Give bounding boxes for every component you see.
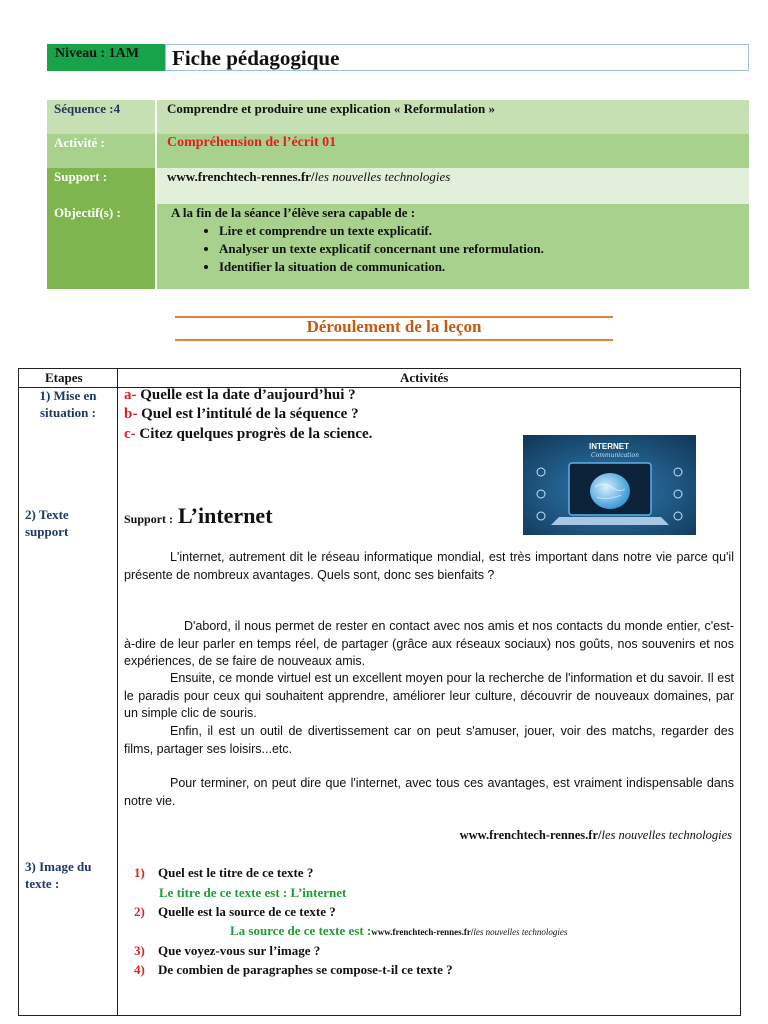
activite-value: Compréhension de l’écrit 01 <box>157 134 749 168</box>
question-text: Quel est l’intitulé de la séquence ? <box>141 406 359 422</box>
objectifs-value <box>157 204 749 289</box>
sequence-value: Comprendre et produire une explication « Reformulation » <box>157 100 749 134</box>
support-site: www.frenchtech-rennes.fr/ <box>167 169 315 184</box>
sequence-label: Séquence :4 <box>47 100 155 134</box>
image-subtitle-text: Communication <box>591 452 639 459</box>
question-text: Quel est le titre de ce texte ? <box>158 865 314 880</box>
column-divider <box>117 369 118 1015</box>
question-c <box>124 426 372 443</box>
section-title: Déroulement de la leçon <box>306 317 482 336</box>
question-text: De combien de paragraphes se compose-t-il ce texte ? <box>158 962 453 977</box>
question-number: 3) <box>134 943 145 958</box>
col-etapes-header: Etapes <box>45 370 83 385</box>
question-text: Citez quelques progrès de la science. <box>139 426 373 442</box>
internet-illustration <box>523 435 696 535</box>
source-title: les nouvelles technologies <box>601 828 732 842</box>
paragraph-intro: L'internet, autrement dit le réseau informatique mondial, est très important dans notre vie parce qu'il présente de nombreux avantages. Quels sont, donc ses bienfaits ? <box>124 550 734 582</box>
question-number: 2) <box>134 904 145 919</box>
paragraph-dabord: D'abord, il nous permet de rester en contact avec nos amis et nos contacts du monde entier, c'est-à-dire de leur parler en temps réel, de partager (grâce aux réseaux sociaux) nos goûts, nos souvenirs et nos expériences, de se faire de nouveaux amis. <box>124 619 734 668</box>
question-text: Que voyez-vous sur l’image ? <box>158 943 321 958</box>
objectif-item: • Identifier la situation de communication. <box>219 259 749 275</box>
answer-2-title: les nouvelles technologies <box>473 927 568 937</box>
answer-2 <box>230 923 567 939</box>
text-source <box>460 828 732 843</box>
activite-label: Activité : <box>47 134 155 168</box>
support-heading-title: L’internet <box>178 503 273 528</box>
numbered-question-3 <box>134 943 320 959</box>
question-a <box>124 387 356 404</box>
objectifs-row <box>47 204 749 289</box>
info-table <box>47 100 749 289</box>
paragraph-ensuite: Ensuite, ce monde virtuel est un excellent moyen pour la recherche de l'information et du savoir. Il est le paradis pour ceux qui souhaitent apprendre, améliorer leur culture, découvrir de nouveaux domaines, par un simple clic de souris. <box>124 671 734 720</box>
question-b <box>124 406 359 423</box>
objectifs-label: Objectif(s) : <box>47 204 155 289</box>
objectif-item: • Analyser un texte explicatif concernant une reformulation. <box>219 241 749 257</box>
support-row <box>47 168 749 204</box>
laptop-globe-image <box>523 435 696 535</box>
col-activites-header: Activités <box>400 370 449 385</box>
numbered-question-2 <box>134 904 336 920</box>
image-title-text: INTERNET <box>589 442 629 451</box>
activite-row <box>47 134 749 168</box>
sheet-title: Fiche pédagogique <box>165 44 749 71</box>
objectifs-list <box>167 223 749 275</box>
paragraph-conclusion: Pour terminer, on peut dire que l'internet, avec tous ces avantages, est vraiment indispensable dans notre vie. <box>124 776 734 808</box>
question-text: Quelle est la date d’aujourd’hui ? <box>140 387 356 403</box>
question-letter: b- <box>124 406 138 422</box>
globe-icon <box>590 473 630 509</box>
sequence-row <box>47 100 749 134</box>
question-letter: c- <box>124 426 136 442</box>
step-image-du-texte: 3) Image du texte : <box>25 859 92 891</box>
step-mise-en-situation: 1) Mise en situation : <box>39 388 97 420</box>
level-badge: Niveau : 1AM <box>47 44 165 71</box>
question-number: 4) <box>134 962 145 977</box>
objectif-item: • Lire et comprendre un texte explicatif. <box>219 223 749 239</box>
heading-rule-bottom <box>175 339 613 341</box>
numbered-question-1 <box>134 865 313 881</box>
support-heading <box>124 503 273 529</box>
support-label: Support : <box>47 168 155 204</box>
question-text: Quelle est la source de ce texte ? <box>158 904 336 919</box>
support-heading-label: Support : <box>124 512 174 526</box>
objectifs-intro: A la fin de la séance l’élève sera capable de : <box>171 205 416 220</box>
step-texte-support: 2) Texte support <box>25 507 69 539</box>
answer-2-site: www.frenchtech-rennes.fr/ <box>371 927 474 937</box>
answer-1: Le titre de ce texte est : L’internet <box>159 885 347 900</box>
paragraph-enfin: Enfin, il est un outil de divertissement car on peut s'amuser, jouer, voir des matchs, regarder des films, partager ses loisirs...etc. <box>124 724 734 756</box>
support-title: les nouvelles technologies <box>314 169 451 184</box>
question-letter: a- <box>124 387 137 403</box>
support-value <box>157 168 749 204</box>
answer-2-lead: La source de ce texte est : <box>230 923 372 938</box>
table-header-row <box>19 369 740 388</box>
numbered-question-4 <box>134 962 453 978</box>
laptop-base-shape <box>551 517 669 525</box>
source-site: www.frenchtech-rennes.fr/ <box>459 828 602 842</box>
question-number: 1) <box>134 865 145 880</box>
